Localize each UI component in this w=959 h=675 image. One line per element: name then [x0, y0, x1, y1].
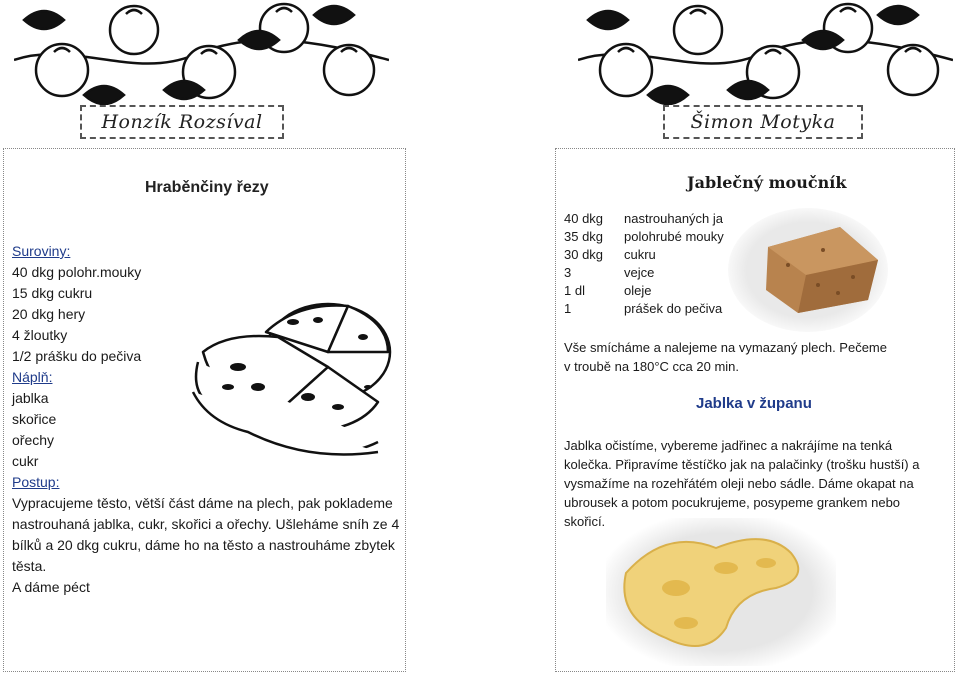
ingredient-row	[564, 228, 724, 246]
procedure-text-left	[12, 493, 402, 598]
ingredient-list-right	[564, 210, 724, 318]
ingredient-row	[564, 246, 724, 264]
ingredient-item: cukru	[624, 247, 656, 262]
ingredient-qty: 1 dl	[564, 283, 585, 298]
method2-line: ubrousek a potom pocukrujeme, posypeme grankem nebo	[564, 495, 901, 510]
ingredient-line: 40 dkg polohr.mouky	[12, 264, 142, 280]
ingredient-row	[564, 300, 724, 318]
ingredient-item: nastrouhaných ja	[624, 211, 724, 226]
ingredient-qty: 3	[564, 265, 572, 280]
ingredient-line: 1/2 prášku do pečiva	[12, 348, 142, 364]
apple-ornament-left	[14, 0, 389, 105]
section-heading-postup: Postup:	[12, 474, 60, 490]
ingredient-qty: 30 dkg	[564, 247, 604, 262]
ingredient-line: ořechy	[12, 432, 55, 448]
procedure-line: těsta.	[12, 558, 47, 574]
fritter-photo	[606, 518, 836, 666]
procedure-line: nastrouhaná jablka, cukr, skořici a ořechy. Ušleháme sníh ze 4	[12, 516, 400, 532]
apple-ornament-right	[578, 0, 953, 105]
method2-line: Jablka očistíme, vybereme jadřinec a nakrájíme na tenká	[564, 438, 893, 453]
method2-line: kolečka. Připravíme těstíčko jak na palačinky (trošku hustší) a	[564, 457, 920, 472]
method-line: v troubě na 180°C cca 20 min.	[564, 359, 740, 374]
ingredient-line: cukr	[12, 453, 39, 469]
ingredient-qty: 1	[564, 301, 572, 316]
pie-illustration	[188, 292, 393, 470]
ingredient-row	[564, 210, 724, 228]
author-name-right: Šimon Motyka	[663, 105, 863, 139]
ingredient-line: jablka	[12, 390, 49, 406]
ingredient-line: 4 žloutky	[12, 327, 68, 343]
section-heading-suroviny: Suroviny:	[12, 243, 71, 259]
ingredient-item: prášek do pečiva	[624, 301, 723, 316]
cake-photo	[728, 205, 888, 335]
method-line: Vše smícháme a nalejeme na vymazaný plech. Pečeme	[564, 340, 887, 355]
ingredient-item: oleje	[624, 283, 652, 298]
section-heading-napln: Náplň:	[12, 369, 53, 385]
method-text-right	[564, 338, 887, 376]
procedure-line: Vypracujeme těsto, větší část dáme na plech, pak poklademe	[12, 495, 393, 511]
procedure-line: bílků a 20 dkg cukru, dáme ho na těsto a nastrouháme zbytek	[12, 537, 395, 553]
ingredient-item: polohrubé mouky	[624, 229, 724, 244]
procedure-line: A dáme péct	[12, 579, 90, 595]
method2-line: vysmažíme na rozehřátém oleji nebo sádle. Dáme okapat na	[564, 476, 914, 491]
recipe-title-right: Jablečný moučník	[687, 173, 847, 192]
ingredient-qty: 35 dkg	[564, 229, 604, 244]
author-name-left: Honzík Rozsíval	[80, 105, 284, 139]
method2-text-right	[564, 436, 919, 531]
ingredient-row	[564, 282, 724, 300]
recipe-title-jablka: Jablka v županu	[696, 395, 812, 412]
ingredient-line: skořice	[12, 411, 57, 427]
ingredient-line: 20 dkg hery	[12, 306, 86, 322]
method2-line: skořicí.	[564, 514, 606, 529]
ingredient-qty: 40 dkg	[564, 211, 604, 226]
ingredient-item: vejce	[624, 265, 655, 280]
ingredient-row	[564, 264, 724, 282]
recipe-title-left: Hraběnčiny řezy	[145, 179, 269, 196]
ingredient-line: 15 dkg cukru	[12, 285, 93, 301]
